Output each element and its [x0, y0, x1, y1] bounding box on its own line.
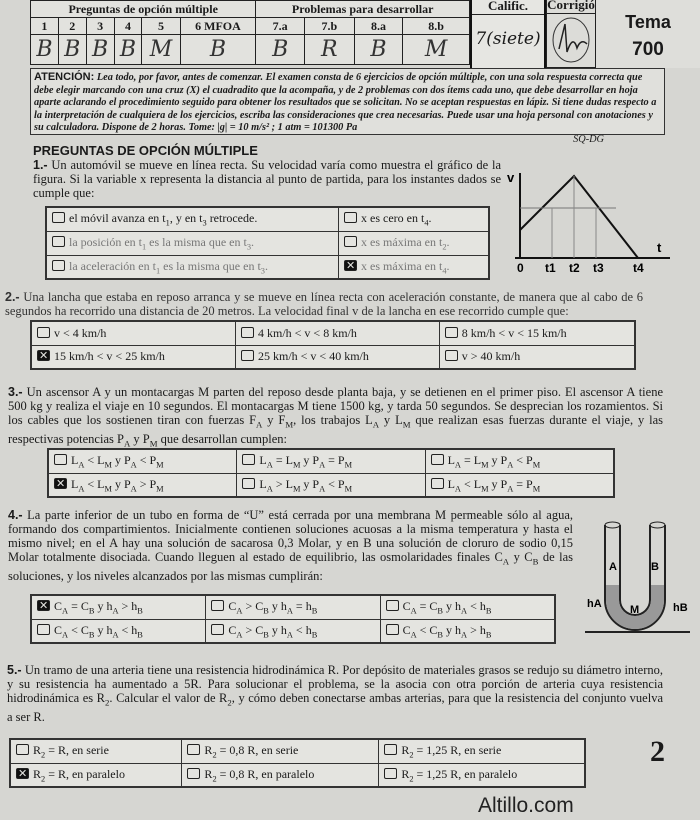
calific-value: 7(siete) [475, 29, 541, 49]
q1-text [33, 158, 501, 200]
option-cell[interactable] [31, 345, 236, 369]
option-label: 25 km/h < v < 40 km/h [258, 349, 369, 364]
attention-lead: ATENCIÓN: [34, 71, 95, 83]
header-col-3: 3 [86, 18, 114, 35]
checkbox-icon[interactable] [386, 624, 399, 635]
option-label: $R_2 = 0,8$ R, en paralelo [204, 766, 315, 783]
option-label: $R_2 = 0,8$ R, en serie [204, 743, 299, 760]
header-answer: R [304, 35, 354, 65]
watermark: Altillo.com [478, 794, 574, 817]
option-cell[interactable] [237, 473, 425, 497]
q5-statement: Un tramo de una arteria tiene una resistencia hidrodinámica R. Por depósito de materiales grasos se redujo su diámetro interno, y su resistencia ha aumentado a 5R. Para solucionar el problema, se la asocia con otra porción de arteria cuya resistencia hidrodinámica es $R_2$. Calcular el valor de $R_2$, y cómo deben conectarse ambas arterias, para que la resistencia del conjunto vuelva a ser R. [7, 663, 663, 724]
option-row [31, 595, 555, 619]
calific-label: Calific. [472, 0, 544, 15]
q2-number: 2.- [5, 290, 20, 304]
option-label: $L_A < L_M$ y $P_A > P_M$ [71, 476, 164, 493]
checkbox-icon[interactable] [386, 600, 399, 611]
option-label: la aceleración en $t_1$ es la misma que en $t_3$. [69, 258, 268, 275]
mc-title: Preguntas de opción múltiple [31, 1, 256, 18]
option-label: $C_A < C_B$ y $h_A < h_B$ [54, 622, 143, 639]
option-cell[interactable] [339, 255, 489, 279]
option-cell[interactable] [380, 595, 555, 619]
option-cell[interactable] [439, 345, 635, 369]
checkbox-icon[interactable] [384, 768, 397, 779]
q2-options [30, 320, 636, 370]
grading-header [30, 0, 470, 65]
option-label: $L_A = L_M$ y $P_A < P_M$ [447, 453, 541, 470]
option-label: $C_A < C_B$ y $h_A > h_B$ [402, 622, 492, 639]
option-label: $R_2 = R$, en paralelo [33, 766, 125, 783]
q3-text [8, 385, 663, 450]
option-cell[interactable] [339, 231, 489, 255]
q1-options [45, 206, 490, 280]
option-cell[interactable] [31, 595, 206, 619]
option-label: x es máxima en $t_4$. [361, 258, 450, 275]
checkbox-icon[interactable] [241, 350, 254, 361]
option-cell[interactable] [379, 739, 585, 763]
option-label: $L_A > L_M$ y $P_A < P_M$ [259, 476, 353, 493]
q5-number: 5.- [7, 663, 22, 677]
attention-notice [30, 68, 665, 145]
graph-ylabel: v [507, 170, 515, 185]
checkbox-icon[interactable] [242, 454, 255, 465]
option-cell[interactable] [236, 345, 440, 369]
option-label: 15 km/h < v < 25 km/h [54, 349, 165, 364]
q5-text [7, 663, 663, 724]
option-label: $R_2 = 1,25$ R, en serie [401, 743, 502, 760]
graph-tick: t4 [633, 261, 644, 275]
option-row [10, 763, 585, 787]
option-row [31, 321, 635, 345]
checkbox-icon[interactable] [16, 744, 29, 755]
q3-options [47, 448, 615, 498]
option-cell[interactable] [10, 739, 182, 763]
option-cell[interactable] [182, 763, 379, 787]
checkbox-icon[interactable] [344, 236, 357, 247]
checkbox-icon[interactable] [242, 478, 255, 489]
q1-statement: Un automóvil se mueve en línea recta. Su velocidad varía como muestra el gráfico de la figura. Si la variable x representa la distancia al punto de partida, para los instantes dados se cumple que: [33, 158, 502, 200]
q3-statement: Un ascensor A y un montacargas M parten del reposo desde planta baja, y se detienen en el primer piso. El ascensor A tiene 500 kg y realiza el viaje en 10 segundos. El montacargas M tiene 1500 kg, y tarda 50 segundos. Se desprecian los rozamientos. Si los cables que los sostienen tiran con fuerzas $F_A$ y $F_M$, los trabajos $L_A$ y $L_M$ que realizan esas fuerzas durante el viaje, y las respectivas potencias $P_A$ y $P_M$ que desarrollan cumplen: [8, 385, 664, 448]
checkbox-icon[interactable] [431, 478, 444, 489]
header-col-4: 4 [114, 18, 142, 35]
corrigio-box [546, 0, 596, 68]
checkbox-icon[interactable] [37, 624, 50, 635]
q4-statement: La parte inferior de un tubo en forma de “U” está cerrada por una membrana M permeable sólo al agua, formando dos compartimientos. Inicialmente contienen soluciones acuosas a la misma temperatura y hasta el mismo nivel; en el A hay una solución de sacarosa 0,3 Molar, y en B una solución de cloruro de sodio 0,15 Molar totalmente disociada. Cuando lleguen al estado de equilibrio, las osmolaridades finales $C_A$ y $C_B$ de las soluciones, y los niveles alcanzados por las mismas cumplirán: [8, 508, 573, 583]
option-cell[interactable] [206, 595, 380, 619]
header-col-8: 7.b [304, 18, 354, 35]
option-label: $C_A = C_B$ y $h_A > h_B$ [54, 599, 143, 616]
option-cell[interactable] [46, 255, 339, 279]
option-label: x es máxima en $t_2$. [361, 234, 450, 252]
u-tube-figure [585, 515, 695, 640]
option-row [31, 345, 635, 369]
checkbox-icon[interactable] [344, 212, 357, 223]
checkbox-icon[interactable] [16, 768, 29, 779]
option-label: 4 km/h < v < 8 km/h [258, 325, 357, 340]
header-answer: B [180, 35, 256, 65]
checkbox-icon[interactable] [445, 327, 458, 338]
graph-tick: 0 [517, 261, 524, 275]
option-cell[interactable] [46, 231, 339, 255]
tema-label: Tema [625, 12, 671, 32]
header-answer: B [354, 35, 403, 65]
option-label: $R_2 = 1,25$ R, en paralelo [401, 766, 518, 783]
option-cell[interactable] [182, 739, 379, 763]
section-title: PREGUNTAS DE OPCIÓN MÚLTIPLE [33, 143, 258, 158]
option-row [46, 207, 489, 231]
corrigio-label: Corrigió [547, 0, 595, 14]
q3-number: 3.- [8, 385, 23, 399]
q1-velocity-graph [505, 168, 680, 280]
checkbox-icon[interactable] [37, 350, 50, 361]
option-label: $L_A = L_M$ y $P_A = P_M$ [259, 453, 353, 470]
q5-options [9, 738, 586, 788]
checkbox-icon[interactable] [37, 327, 50, 338]
header-answer: B [86, 35, 114, 65]
option-label: 8 km/h < v < 15 km/h [461, 325, 567, 340]
option-row [46, 255, 489, 279]
header-answer: B [31, 35, 59, 65]
header-col-9: 8.a [354, 18, 403, 35]
q4-options [30, 594, 556, 644]
q2-statement: Una lancha que estaba en reposo arranca y se mueve en línea recta con aceleración constante, de manera que al cabo de 6 segundos ha recorrido una distancia de 20 metros. La velocidad final v de la lancha en ese recorrido cumple que: [5, 290, 643, 318]
q4-text [8, 508, 573, 583]
q1-number: 1.- [33, 158, 48, 172]
graph-xlabel: t [657, 240, 662, 255]
checkbox-icon[interactable] [344, 260, 357, 271]
option-label: v > 40 km/h [461, 349, 521, 364]
option-label: v < 4 km/h [54, 325, 107, 340]
header-answer: M [142, 35, 180, 65]
q4-number: 4.- [8, 508, 23, 522]
option-cell[interactable] [48, 473, 237, 497]
tube-label-ha: hA [587, 598, 602, 610]
option-label: $C_A > C_B$ y $h_A = h_B$ [228, 599, 318, 616]
option-cell[interactable] [48, 449, 237, 473]
option-label: el móvil avanza en $t_1$, y en $t_3$ retrocede. [69, 211, 258, 228]
signature-icon [547, 14, 595, 64]
option-row [48, 473, 614, 497]
graph-tick: t2 [569, 261, 580, 275]
option-cell[interactable] [31, 321, 236, 345]
checkbox-icon[interactable] [52, 236, 65, 247]
option-cell[interactable] [380, 619, 555, 643]
header-answer: B [114, 35, 142, 65]
tube-label-a: A [609, 561, 617, 573]
header-col-6: 6 MFOA [180, 18, 256, 35]
tema-value: 700 [632, 39, 664, 60]
checkbox-icon[interactable] [445, 350, 458, 361]
header-col-2: 2 [58, 18, 86, 35]
option-row [31, 619, 555, 643]
option-cell[interactable] [439, 321, 635, 345]
checkbox-icon[interactable] [431, 454, 444, 465]
checkbox-icon[interactable] [54, 454, 67, 465]
checkbox-icon[interactable] [52, 212, 65, 223]
option-label: $L_A < L_M$ y $P_A = P_M$ [447, 476, 541, 493]
attention-text: Lea todo, por favor, antes de comenzar. El examen consta de 6 ejercicios de opción múltiple, con una sola respuesta correcta que debe elegir marcando con una cruz (X) el cuadradito que la acompaña, y de 2 problemas con dos ítems cada uno, que debe desarrollar en hoja aparte aclarando el procedimiento seguido para obtener los resultados que se solicitan. No se aceptan respuestas en lápiz. Si tiene dudas respecto a la interpretación de cualquiera de los ejercicios, escriba las consideraciones que crea necesarias. Puede usar una hoja personal con anotaciones y su calculadora. Dispone de 2 horas. Tome: |g| = 10 m/s² ; 1 atm = 101300 Pa [34, 72, 657, 133]
option-label: $L_A < L_M$ y $P_A < P_M$ [71, 453, 164, 470]
option-cell[interactable] [31, 619, 206, 643]
option-cell[interactable] [206, 619, 380, 643]
option-cell[interactable] [237, 449, 425, 473]
header-col-10: 8.b [403, 18, 470, 35]
header-col-7: 7.a [256, 18, 305, 35]
dev-title: Problemas para desarrollar [256, 1, 470, 18]
graph-tick: t1 [545, 261, 556, 275]
option-cell[interactable] [10, 763, 182, 787]
option-label: $R_2 = R$, en serie [33, 743, 109, 760]
option-label: $C_A > C_B$ y $h_A < h_B$ [228, 622, 318, 639]
checkbox-icon[interactable] [211, 624, 224, 635]
checkbox-icon[interactable] [54, 478, 67, 489]
option-row [48, 449, 614, 473]
page-number: 2 [650, 735, 665, 768]
attention-code: SQ-DG [573, 133, 604, 145]
header-answer: B [256, 35, 305, 65]
q2-text [5, 290, 643, 318]
header-answer: M [403, 35, 470, 65]
header-answer: B [58, 35, 86, 65]
option-cell[interactable] [379, 763, 585, 787]
checkbox-icon[interactable] [241, 327, 254, 338]
checkbox-icon[interactable] [384, 744, 397, 755]
option-cell[interactable] [425, 473, 614, 497]
tema-box [596, 0, 700, 68]
option-cell[interactable] [425, 449, 614, 473]
option-cell[interactable] [236, 321, 440, 345]
option-label: $C_A = C_B$ y $h_A < h_B$ [402, 599, 492, 616]
header-col-1: 1 [31, 18, 59, 35]
tube-label-hb: hB [673, 602, 688, 614]
option-cell[interactable] [339, 207, 489, 231]
option-label: x es cero en $t_4$. [361, 211, 432, 228]
checkbox-icon[interactable] [187, 768, 200, 779]
checkbox-icon[interactable] [187, 744, 200, 755]
checkbox-icon[interactable] [52, 260, 65, 271]
graph-tick: t3 [593, 261, 604, 275]
checkbox-icon[interactable] [37, 600, 50, 611]
option-row [46, 231, 489, 255]
checkbox-icon[interactable] [211, 600, 224, 611]
tube-label-m: M [630, 604, 640, 616]
tube-label-b: B [651, 561, 659, 573]
option-label: la posición en $t_1$ es la misma que en $t_3$. [69, 234, 254, 252]
option-row [10, 739, 585, 763]
calific-box [470, 0, 546, 70]
option-cell[interactable] [46, 207, 339, 231]
header-col-5: 5 [142, 18, 180, 35]
